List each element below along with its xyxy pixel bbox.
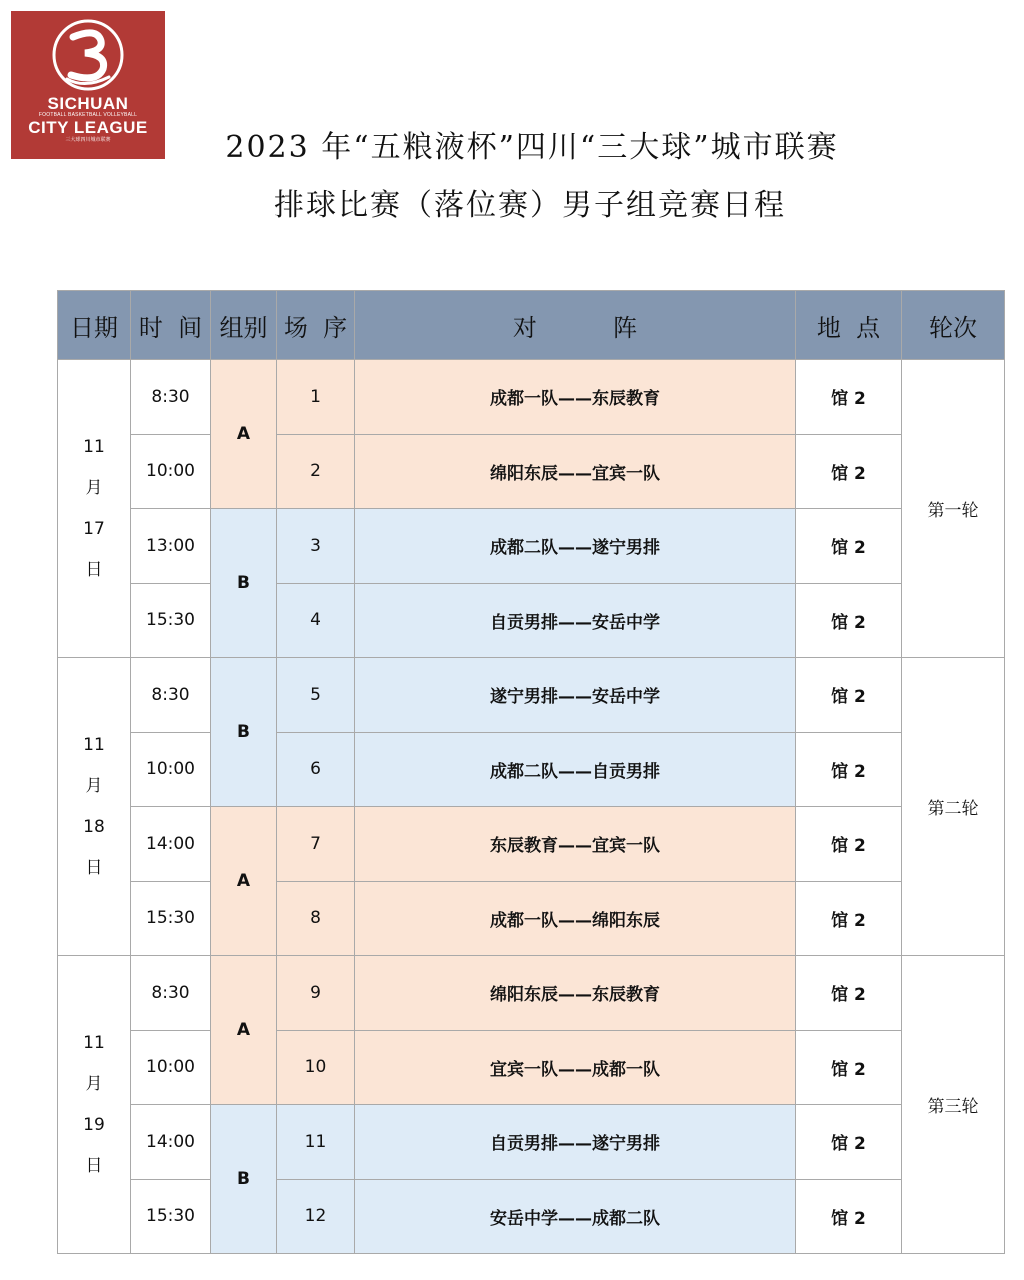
date-line: 18 [83,816,105,837]
schedule-body [58,360,1005,1254]
match-location: 馆 2 [796,509,902,584]
match-order: 9 [277,956,355,1031]
header-location: 地 点 [796,291,902,360]
date-line: 日 [85,559,103,580]
match-location: 馆 2 [796,1030,902,1105]
match-order: 4 [277,583,355,658]
match-time: 10:00 [131,434,211,509]
table-row [58,583,1005,658]
date-line: 17 [83,518,105,539]
date-line: 月 [85,775,103,796]
match-teams: 成都一队——绵阳东辰 [355,881,796,956]
date-line: 19 [83,1114,105,1135]
match-teams: 东辰教育——宜宾一队 [355,807,796,882]
header-match: 对 阵 [355,291,796,360]
match-location: 馆 2 [796,658,902,733]
match-teams: 宜宾一队——成都一队 [355,1030,796,1105]
match-time: 8:30 [131,360,211,435]
table-row [58,1105,1005,1180]
table-row [58,956,1005,1031]
match-order: 2 [277,434,355,509]
group-cell: B [211,1105,277,1254]
match-teams: 安岳中学——成都二队 [355,1179,796,1254]
match-teams: 遂宁男排——安岳中学 [355,658,796,733]
match-order: 7 [277,807,355,882]
table-row [58,881,1005,956]
date-cell [58,360,131,658]
match-location: 馆 2 [796,1105,902,1180]
match-teams: 绵阳东辰——宜宾一队 [355,434,796,509]
table-header-row [58,291,1005,360]
round-cell: 第二轮 [902,658,1005,956]
match-location: 馆 2 [796,807,902,882]
match-time: 15:30 [131,583,211,658]
header-round: 轮次 [902,291,1005,360]
match-time: 8:30 [131,658,211,733]
header-date: 日期 [58,291,131,360]
match-time: 14:00 [131,1105,211,1180]
header-time: 时 间 [131,291,211,360]
match-teams: 成都一队——东辰教育 [355,360,796,435]
date-cell [58,658,131,956]
match-order: 12 [277,1179,355,1254]
match-order: 5 [277,658,355,733]
league-logo-icon [45,17,131,93]
header-group: 组别 [211,291,277,360]
date-cell [58,956,131,1254]
match-time: 14:00 [131,807,211,882]
match-location: 馆 2 [796,881,902,956]
match-location: 馆 2 [796,956,902,1031]
match-time: 10:00 [131,1030,211,1105]
date-line: 月 [85,1073,103,1094]
round-cell: 第三轮 [902,956,1005,1254]
header-order: 场 序 [277,291,355,360]
table-row [58,360,1005,435]
match-teams: 绵阳东辰——东辰教育 [355,956,796,1031]
table-row [58,1179,1005,1254]
match-teams: 成都二队——自贡男排 [355,732,796,807]
match-teams: 自贡男排——遂宁男排 [355,1105,796,1180]
match-order: 10 [277,1030,355,1105]
logo-text-sichuan: SICHUAN [47,94,129,113]
match-teams: 成都二队——遂宁男排 [355,509,796,584]
group-cell: B [211,509,277,658]
logo-text-sports: FOOTBALL BASKETBALL VOLLEYBALL [38,112,138,118]
table-row [58,658,1005,733]
match-order: 3 [277,509,355,584]
date-line: 日 [85,857,103,878]
date-line: 日 [85,1155,103,1176]
match-location: 馆 2 [796,1179,902,1254]
match-location: 馆 2 [796,360,902,435]
match-order: 8 [277,881,355,956]
match-order: 1 [277,360,355,435]
match-time: 15:30 [131,881,211,956]
match-location: 馆 2 [796,434,902,509]
logo-text-city-league: CITY LEAGUE [28,118,148,137]
table-row [58,1030,1005,1105]
schedule-table [57,290,1005,1254]
table-row [58,434,1005,509]
table-row [58,807,1005,882]
table-row [58,509,1005,584]
date-line: 11 [83,734,105,755]
match-time: 15:30 [131,1179,211,1254]
match-time: 8:30 [131,956,211,1031]
page-title-line2: 排球比赛（落位赛）男子组竞赛日程 [274,188,786,223]
match-location: 馆 2 [796,732,902,807]
logo-text-chinese: 三大球四川城市联赛 [65,137,111,143]
round-cell: 第一轮 [902,360,1005,658]
group-cell: A [211,360,277,509]
date-line: 月 [85,477,103,498]
match-time: 13:00 [131,509,211,584]
match-location: 馆 2 [796,583,902,658]
page-title-line1: 2023 年“五粮液杯”四川“三大球”城市联赛 [225,130,839,165]
date-line: 11 [83,1032,105,1053]
group-cell: A [211,956,277,1105]
match-time: 10:00 [131,732,211,807]
date-line: 11 [83,436,105,457]
table-row [58,732,1005,807]
match-order: 11 [277,1105,355,1180]
match-teams: 自贡男排——安岳中学 [355,583,796,658]
match-order: 6 [277,732,355,807]
group-cell: A [211,807,277,956]
group-cell: B [211,658,277,807]
